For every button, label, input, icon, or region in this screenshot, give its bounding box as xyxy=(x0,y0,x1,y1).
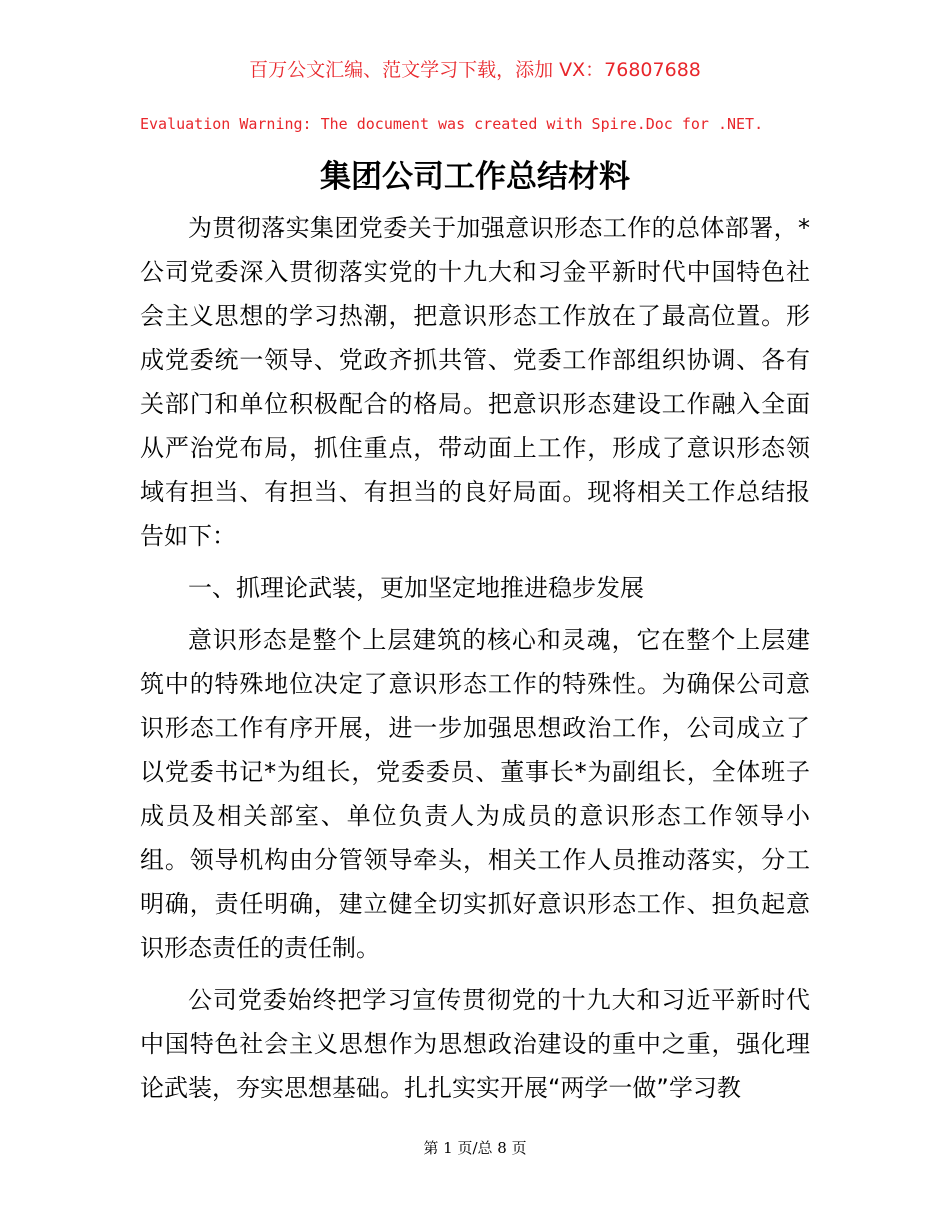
header-banner: 百万公文汇编、范文学习下载，添加 VX：76807688 xyxy=(249,59,701,81)
paragraph-study: 公司党委始终把学习宣传贯彻党的十九大和习近平新时代中国特色社会主义思想作为思想政治建设的重中之重，强化理论武装，夯实思想基础。扎扎实实开展“两学一做”学习教 xyxy=(140,986,810,1102)
paragraph-ideology: 意识形态是整个上层建筑的核心和灵魂，它在整个上层建筑中的特殊地位决定了意识形态工作的特殊性。为确保公司意识形态工作有序开展，进一步加强思想政治工作，公司成立了以党委书记*为组长，党委委员、董事长*为副组长，全体班子成员及相关部室、单位负责人为成员的意识形态工作领导小组。领导机构由分管领导牵头，相关工作人员推动落实，分工明确，责任明确，建立健全切实抓好意识形态工作、担负起意识形态责任的责任制。 xyxy=(140,626,810,962)
paragraph-intro: 为贯彻落实集团党委关于加强意识形态工作的总体部署，*公司党委深入贯彻落实党的十九大和习金平新时代中国特色社会主义思想的学习热潮，把意识形态工作放在了最高位置。形成党委统一领导、党政齐抓共管、党委工作部组织协调、各有关部门和单位积极配合的格局。把意识形态建设工作融入全面从严治党布局，抓住重点，带动面上工作，形成了意识形态领域有担当、有担当、有担当的良好局面。现将相关工作总结报告如下： xyxy=(140,214,810,550)
section-heading-1: 一、抓理论武装，更加坚定地推进稳步发展 xyxy=(188,574,644,602)
evaluation-warning: Evaluation Warning: The document was created with Spire.Doc for .NET. xyxy=(140,115,764,133)
document-body xyxy=(140,206,810,1110)
document-title: 集团公司工作总结材料 xyxy=(320,159,630,195)
page-number: 第 1 页/总 8 页 xyxy=(423,1139,527,1157)
